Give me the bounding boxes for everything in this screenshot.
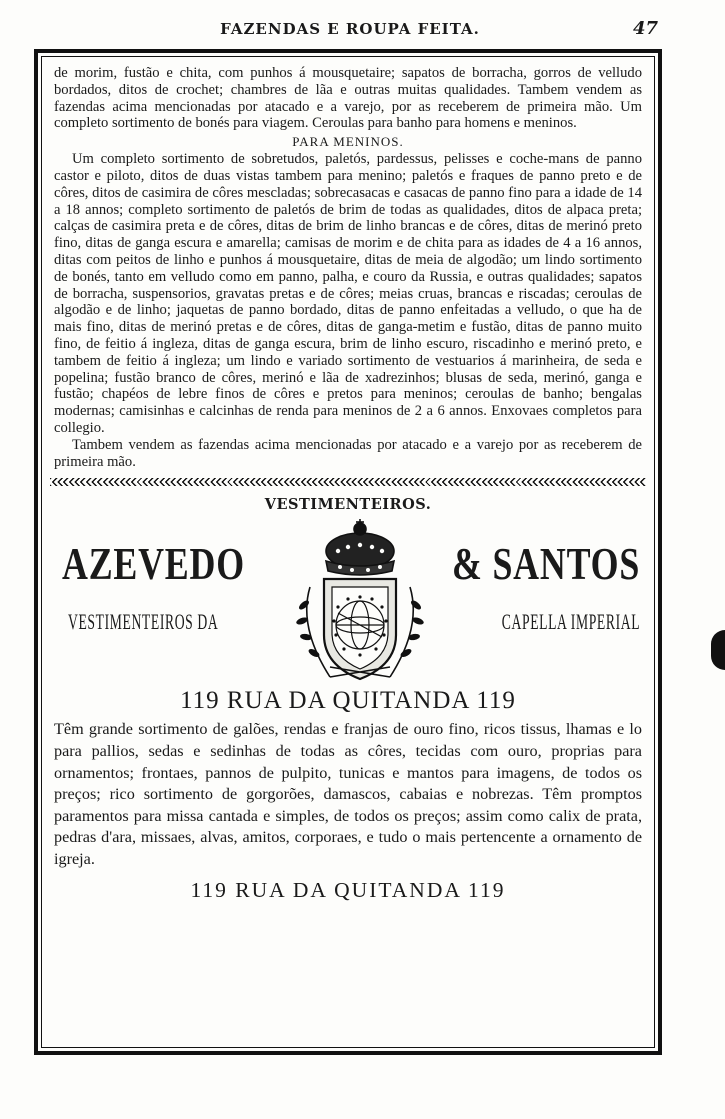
page-tab-marker [711, 630, 725, 670]
firm-subtitle-right: CAPELLA IMPERIAL [501, 609, 640, 635]
address-heading: 119 RUA DA QUITANDA 119 [180, 687, 516, 715]
closing-paragraph: Tambem vendem as fazendas acima mencionadas por atacado e a varejo por as receberem de primeira mão. [54, 436, 642, 470]
frame-content [54, 65, 642, 1039]
firm-name-right: & SANTOS [451, 538, 640, 590]
imperial-coat-of-arms-icon [280, 517, 440, 689]
page-number: 47 [632, 18, 658, 39]
running-title: FAZENDAS E ROUPA FEITA. [220, 20, 480, 38]
intro-paragraph: de morim, fustão e chita, com punhos á mousquetaire; sapatos de borracha, gorros de velludo bordados, ditos de crochet; chambres de lãa e outras muitas qualidades. Tambem vendem as fazendas acima mencionadas por atacado e a varejo, por as receberem de primeira mão. Um completo sortimento de bonés para viagem. Ceroulas para banho para homens e meninos. [54, 65, 642, 132]
advertisement-body: Têm grande sortimento de galões, rendas e franjas de ouro fino, ricos tissus, lhamas e lo para pallios, sedas e sedinhas de todas as côres, tecidas com ouro, proprias para ornamentos; frontaes, pannos de pulpito, tunicas e mantos para imagens, de todos os preços; rico sortimento de gorgorões, damascos, cabaias e nobrezas. Têm promptos paramentos para missa cantada e simples, de todos os preços; assim como calix de prata, pedras d'ara, missaes, alvas, amitos, corporaes, e tudo o mais pertencente a ornamento de igreja. [54, 720, 642, 868]
advertisement-header [54, 525, 642, 675]
para-meninos-heading: PARA MENINOS. [292, 134, 404, 150]
firm-name-left: AZEVEDO [62, 538, 245, 590]
vestimenteiros-title: VESTIMENTEIROS. [264, 496, 432, 514]
meninos-paragraph: Um completo sortimento de sobretudos, paletós, pardessus, pelisses e coche-mans de panno castor e piloto, ditos de duas vistas tambem para menino; paletós e fraques de panno preto e de côres, ditos de casimira de côres mescladas; sobrecasacas e casacas de panno fino para a idade de 14 a 18 annos; completo sortimento de paletós de brim de todas as qualidades, ditos de alpaca preta; calças de casimira preta e de côres, ditas de brim de linho brancas e de côres, ditas de merinó preto fino, ditas de ganga escura e amarella; camisas de morim e de chita para as idades de 4 a 16 annos, ditas com peitos de linho e punhos á mousquetaire, ditas de meia de algodão; um lindo sortimento de bonés, tanto em velludo como em panno, palha, e couro da Russia, e outras qualidades; sapatos de borracha, suspensorios, gravatas pretas e de côres; meias cruas, brancas e riscadas; ceroulas de algodão e de linho; jaquetas de panno bordado, ditas de panno enfeitadas a velludo, o que ha de mais fino, ditas de merinó pretas e de côres, ditas de ganga-metim e fustão, ditas de panno muito fino, de feitio á ingleza, ditas de ganga escura, brim de linho escuro, riscadinho e merinó preto, e tambem de feitio á ingleza; um lindo e variado sortimento de vestuarios á marinheira, de seda e popelina; fustão branco de côres, merinó e lãa de xadrezinhos; blusas de seda, merinó, ganga e fustão; chapéos de lebre finos de côres e pretos para meninos; ceroulas de banho; bengalas modernas; camisinhas e calcinhas de renda para meninos de 2 a 6 annos. Enxovaes completos para collegio. [54, 151, 642, 436]
firm-subtitle-left: VESTIMENTEIROS DA [68, 609, 219, 635]
page-header [40, 20, 660, 46]
address-footer: 119 RUA DA QUITANDA 119 [190, 878, 506, 903]
page-frame [41, 56, 655, 1048]
ornamental-divider [50, 478, 646, 486]
